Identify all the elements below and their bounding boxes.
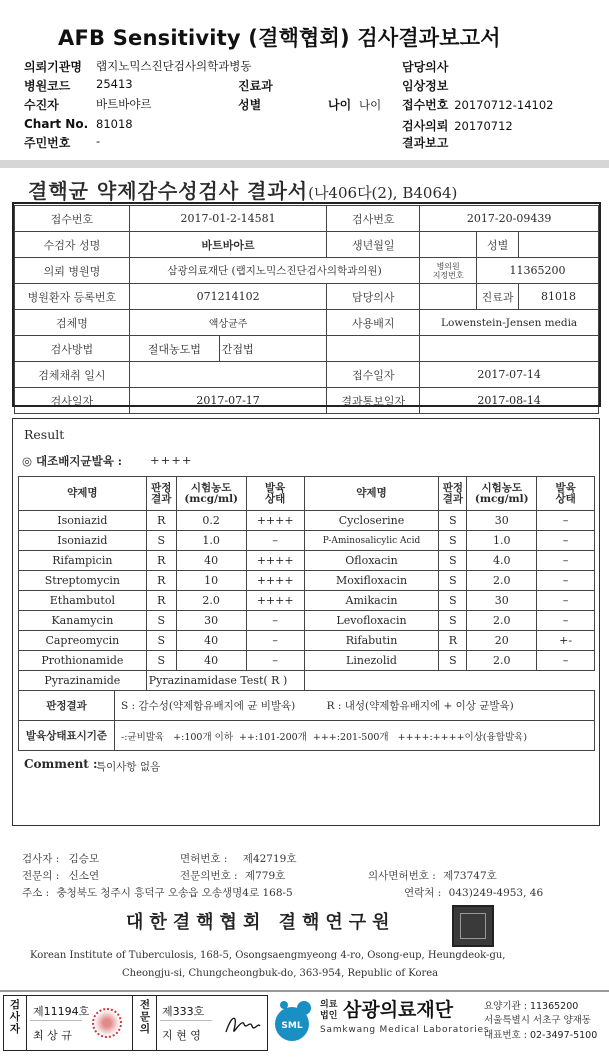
gender-label: 성별 xyxy=(238,98,262,112)
collect-date-label: 검체채취 일시 xyxy=(15,362,130,388)
age-label: 나이 xyxy=(328,98,352,112)
growth-legend-value: -:균비발육 +:100개 이하 ++:101-200개 +++:201-500개 ++++:++++이상(융합발육) xyxy=(115,721,595,751)
chart-no-label: Chart No. xyxy=(24,117,89,131)
report-date-value: 2017-08-14 xyxy=(420,388,599,414)
left-judge-cell: R xyxy=(146,591,176,611)
org-type: 의료 법인 xyxy=(320,1000,338,1021)
hospital-code-value: 25413 xyxy=(96,77,133,91)
hdr-judge-left: 판정 결과 xyxy=(146,477,176,511)
hdr-drug-right: 약제명 xyxy=(304,477,439,511)
left-conc-cell: 0.2 xyxy=(176,511,246,531)
right-judge-cell: S xyxy=(439,571,467,591)
header-row-client xyxy=(24,58,252,75)
test-no-label: 검사번호 xyxy=(327,206,420,232)
header-row-patient xyxy=(24,96,152,113)
right-judge-cell: S xyxy=(439,531,467,551)
culture-label: ◎ 대조배지균발육 : xyxy=(22,454,123,468)
drug-row xyxy=(19,531,595,551)
specialist-stamp-no: 제333호 xyxy=(162,1005,205,1018)
client-label: 의뢰기관명 xyxy=(24,60,82,74)
age-value: 나이 xyxy=(359,98,382,112)
specimen-value: 액상균주 xyxy=(129,310,327,336)
org-info-address: 서울특별시 서초구 양재동 xyxy=(484,1015,591,1026)
left-conc-cell: 1.0 xyxy=(176,531,246,551)
right-drug-cell: Ofloxacin xyxy=(304,551,439,571)
method-empty-2 xyxy=(420,336,599,362)
right-growth-cell: – xyxy=(537,531,595,551)
patient-name-label: 수검자 성명 xyxy=(15,232,130,258)
method-a-value: 절대농도법 xyxy=(129,336,219,362)
drug-row xyxy=(19,591,595,611)
right-growth-cell: +- xyxy=(537,631,595,651)
right-growth-cell: – xyxy=(537,511,595,531)
hdr-drug-left: 약제명 xyxy=(19,477,147,511)
right-judge-cell: S xyxy=(439,591,467,611)
client-value: 랩지노믹스진단검사의학과병동 xyxy=(96,59,252,73)
left-conc-cell: 30 xyxy=(176,611,246,631)
specialist-no-value: 제779호 xyxy=(244,870,286,882)
comment-value: 특이사항 없음 xyxy=(96,761,161,773)
dept-label: 진료과 xyxy=(238,79,273,93)
sig-hline-2 xyxy=(160,1020,212,1021)
org-info-code: 요양기관 : 11365200 xyxy=(484,1001,579,1012)
birth-label: 생년월일 xyxy=(327,232,420,258)
inspector-no: 제11194호 xyxy=(33,1005,90,1018)
sig-hline-1 xyxy=(30,1020,82,1021)
license-value: 제42719호 xyxy=(242,853,297,865)
dept-form-label: 진료과 xyxy=(477,284,519,310)
right-conc-cell: 1.0 xyxy=(467,531,537,551)
left-drug-cell: Capreomycin xyxy=(19,631,147,651)
org-name: 삼광의료재단 xyxy=(343,999,454,1021)
collect-date-value xyxy=(129,362,327,388)
specialist-label: 전문의 : xyxy=(22,870,60,882)
right-judge-cell: S xyxy=(439,611,467,631)
hospital-value: 삼광의료재단 (랩지노믹스진단검사의학과의원) xyxy=(129,258,419,284)
patient-info-table xyxy=(14,205,599,414)
hospital-label: 의뢰 병원명 xyxy=(15,258,130,284)
left-judge-cell: S xyxy=(146,531,176,551)
address-label: 주소 : xyxy=(22,887,50,899)
specialist-no-label: 전문의번호 : xyxy=(180,870,238,882)
specimen-label: 검체명 xyxy=(15,310,130,336)
footer-specialist-no xyxy=(180,868,285,883)
footer-tester xyxy=(22,851,99,866)
test-no-value: 2017-20-09439 xyxy=(420,206,599,232)
left-drug-cell: Ethambutol xyxy=(19,591,147,611)
judge-legend-label: 판정결과 xyxy=(19,691,115,721)
method-empty xyxy=(327,336,420,362)
left-judge-cell: R xyxy=(146,511,176,531)
right-judge-cell: R xyxy=(439,631,467,651)
org-name-en: Samkwang Medical Laboratories xyxy=(320,1025,490,1035)
license-label: 면허번호 : xyxy=(180,853,228,865)
report-date-label: 결과통보일자 xyxy=(327,388,420,414)
left-growth-cell: – xyxy=(246,631,304,651)
institute-seal-icon xyxy=(452,905,494,947)
test-date-value: 2017-07-17 xyxy=(129,388,327,414)
doctor-license-label: 의사면허번호 : xyxy=(368,870,436,882)
institute-en-address-1: Korean Institute of Tuberculosis, 168-5, Osongsaengmyeong 4-ro, Osong-eup, Heungdeok-gu, xyxy=(30,950,506,961)
hospital-code-label: 병원코드 xyxy=(24,79,71,93)
drug-row xyxy=(19,551,595,571)
left-drug-cell: Isoniazid xyxy=(19,511,147,531)
designated-no-label: 병의원 지정번호 xyxy=(420,258,477,284)
judge-legend-r: R : 내성(약제함유배지에 + 이상 균발육) xyxy=(326,700,514,712)
contact-value: 043)249-4953, 46 xyxy=(448,887,544,899)
header-row-chart xyxy=(24,117,133,131)
drug-row xyxy=(19,651,595,671)
header-age xyxy=(328,96,381,113)
reception-no-label: 접수번호 xyxy=(15,206,130,232)
org-info-phone: 대표번호 : 02-3497-5100 xyxy=(484,1030,598,1041)
header-clinical xyxy=(402,77,448,94)
drug-row xyxy=(19,511,595,531)
right-judge-cell: S xyxy=(439,551,467,571)
sml-logo-text: SML xyxy=(281,1021,303,1031)
report-label: 결과보고 xyxy=(402,136,449,150)
left-conc-cell: 40 xyxy=(176,631,246,651)
judge-legend-s: S : 감수성(약제함유배지에 균 비발육) xyxy=(121,700,296,712)
patient-value: 바트바야르 xyxy=(96,97,152,111)
chart-no-value: 81018 xyxy=(96,117,133,131)
drug-row xyxy=(19,611,595,631)
tester-value: 김승모 xyxy=(68,853,100,865)
left-drug-cell: Isoniazid xyxy=(19,531,147,551)
form-title-main: 결핵균 약제감수성검사 결과서 xyxy=(28,179,309,203)
hdr-judge-right: 판정 결과 xyxy=(439,477,467,511)
comment-label: Comment : xyxy=(24,757,98,771)
drug-table xyxy=(18,476,595,691)
doctor-form-label: 담당의사 xyxy=(327,284,420,310)
left-growth-cell: ++++ xyxy=(246,591,304,611)
right-drug-cell: Linezolid xyxy=(304,651,439,671)
right-growth-cell: – xyxy=(537,611,595,631)
hdr-conc-left: 시험농도 (mcg/ml) xyxy=(176,477,246,511)
left-growth-cell: ++++ xyxy=(246,551,304,571)
inspector-vertical-label: 검사자 xyxy=(9,999,21,1035)
patient-name-value: 바트바아르 xyxy=(129,232,327,258)
right-judge-cell: S xyxy=(439,651,467,671)
header-divider xyxy=(0,160,609,168)
left-judge-cell: S xyxy=(146,631,176,651)
bottom-divider xyxy=(0,990,609,992)
receive-date-value: 2017-07-14 xyxy=(420,362,599,388)
tester-label: 검사자 : xyxy=(22,853,60,865)
right-growth-cell: – xyxy=(537,571,595,591)
birth-value xyxy=(420,232,477,258)
right-drug-cell: Levofloxacin xyxy=(304,611,439,631)
form-title xyxy=(28,175,457,204)
left-growth-cell: ++++ xyxy=(246,571,304,591)
specialist-value: 신소연 xyxy=(68,870,100,882)
left-drug-cell: Streptomycin xyxy=(19,571,147,591)
request-value: 20170712 xyxy=(454,119,513,133)
sig-divider-2 xyxy=(132,995,133,1051)
right-drug-cell: Cycloserine xyxy=(304,511,439,531)
hdr-growth-right: 발육 상태 xyxy=(537,477,595,511)
left-judge-cell: S xyxy=(146,651,176,671)
request-label: 검사의뢰 xyxy=(402,119,449,133)
reception-label: 접수번호 xyxy=(402,98,449,112)
hdr-growth-left: 발육 상태 xyxy=(246,477,304,511)
header-request xyxy=(402,117,513,134)
left-judge-cell: S xyxy=(146,611,176,631)
institute-name: 대한결핵협회 결핵연구원 xyxy=(126,912,396,933)
address-value: 충청북도 청주시 흥덕구 오송읍 오송생명4로 168-5 xyxy=(56,887,293,899)
sml-logo-icon xyxy=(272,998,316,1044)
clinical-label: 임상정보 xyxy=(402,79,449,93)
header-dept xyxy=(238,77,273,94)
dept-form-value: 81018 xyxy=(519,284,599,310)
report-title: AFB Sensitivity (결핵협회) 검사결과보고서 xyxy=(58,26,501,50)
drug-table-body xyxy=(19,511,595,671)
pyrazinamide-value: Pyrazinamidase Test( R ) xyxy=(146,671,304,691)
header-gender xyxy=(238,96,261,113)
drug-row xyxy=(19,631,595,651)
designated-no-value: 11365200 xyxy=(477,258,599,284)
right-conc-cell: 2.0 xyxy=(467,651,537,671)
right-growth-cell: – xyxy=(537,551,595,571)
pyrazinamide-drug: Pyrazinamide xyxy=(19,671,147,691)
test-date-label: 검사일자 xyxy=(15,388,130,414)
left-drug-cell: Prothionamide xyxy=(19,651,147,671)
reg-no-label: 병원환자 등록번호 xyxy=(15,284,130,310)
right-growth-cell: – xyxy=(537,591,595,611)
right-conc-cell: 2.0 xyxy=(467,571,537,591)
method-b-value: 간접법 xyxy=(219,336,327,362)
header-row-rrn xyxy=(24,134,101,151)
medium-label: 사용배지 xyxy=(327,310,420,336)
footer-address xyxy=(22,885,293,900)
reception-value: 20170712-14102 xyxy=(454,98,554,112)
right-conc-cell: 30 xyxy=(467,511,537,531)
judge-legend-values xyxy=(115,691,595,721)
legend-table xyxy=(18,690,595,751)
left-judge-cell: R xyxy=(146,571,176,591)
left-conc-cell: 2.0 xyxy=(176,591,246,611)
left-drug-cell: Kanamycin xyxy=(19,611,147,631)
pyrazinamide-row xyxy=(19,671,595,691)
receive-date-label: 접수일자 xyxy=(327,362,420,388)
reception-no-value: 2017-01-2-14581 xyxy=(129,206,327,232)
right-judge-cell: S xyxy=(439,511,467,531)
left-growth-cell: – xyxy=(246,651,304,671)
right-growth-cell: – xyxy=(537,651,595,671)
left-growth-cell: – xyxy=(246,531,304,551)
growth-legend-label: 발육상태표시기준 xyxy=(19,721,115,751)
left-drug-cell: Rifampicin xyxy=(19,551,147,571)
left-growth-cell: ++++ xyxy=(246,511,304,531)
method-label: 검사방법 xyxy=(15,336,130,362)
specialist-signature-icon xyxy=(222,1008,262,1040)
right-conc-cell: 4.0 xyxy=(467,551,537,571)
pyrazinamide-empty xyxy=(304,671,594,691)
left-judge-cell: R xyxy=(146,551,176,571)
specialist-vertical-label: 전문의 xyxy=(139,999,151,1035)
header-reception xyxy=(402,96,553,113)
footer-contact xyxy=(404,885,543,900)
left-conc-cell: 40 xyxy=(176,651,246,671)
medium-value: Lowenstein-Jensen media xyxy=(420,310,599,336)
left-growth-cell: – xyxy=(246,611,304,631)
specialist-stamp-name: 지 현 영 xyxy=(162,1029,201,1042)
culture-value: ++++ xyxy=(150,453,193,467)
doctor-license-value: 제73747호 xyxy=(443,870,497,882)
doctor-form-value xyxy=(420,284,477,310)
footer-doctor-license xyxy=(368,868,497,883)
header-doctor xyxy=(402,58,448,75)
institute-en-address-2: Cheongju-si, Chungcheongbuk-do, 363-954, Republic of Korea xyxy=(122,968,439,979)
right-drug-cell: Rifabutin xyxy=(304,631,439,651)
patient-label: 수진자 xyxy=(24,98,59,112)
gender-form-value xyxy=(519,232,599,258)
reg-no-value: 071214102 xyxy=(129,284,327,310)
rrn-label: 주민번호 xyxy=(24,136,71,150)
hdr-conc-right: 시험농도 (mcg/ml) xyxy=(467,477,537,511)
sig-divider-1 xyxy=(26,995,27,1051)
right-conc-cell: 20 xyxy=(467,631,537,651)
right-drug-cell: Amikacin xyxy=(304,591,439,611)
right-conc-cell: 30 xyxy=(467,591,537,611)
left-conc-cell: 40 xyxy=(176,551,246,571)
right-conc-cell: 2.0 xyxy=(467,611,537,631)
drug-row xyxy=(19,571,595,591)
left-conc-cell: 10 xyxy=(176,571,246,591)
inspector-name: 최 상 규 xyxy=(33,1029,72,1042)
doctor-label: 담당의사 xyxy=(402,60,449,74)
inspector-stamp-icon xyxy=(92,1008,122,1038)
header-report xyxy=(402,134,448,151)
sig-divider-3 xyxy=(156,995,157,1051)
drug-table-header xyxy=(19,477,595,511)
gender-form-label: 성별 xyxy=(477,232,519,258)
rrn-value: - xyxy=(96,134,101,148)
contact-label: 연락처 : xyxy=(404,887,442,899)
right-drug-cell: Moxifloxacin xyxy=(304,571,439,591)
footer-license xyxy=(180,851,297,866)
right-drug-cell: P-Aminosalicylic Acid xyxy=(304,531,439,551)
result-label: Result xyxy=(24,427,65,442)
footer-specialist xyxy=(22,868,99,883)
header-row-hospital-code xyxy=(24,77,133,94)
form-title-sub: (나406다(2), B4064) xyxy=(308,184,458,202)
